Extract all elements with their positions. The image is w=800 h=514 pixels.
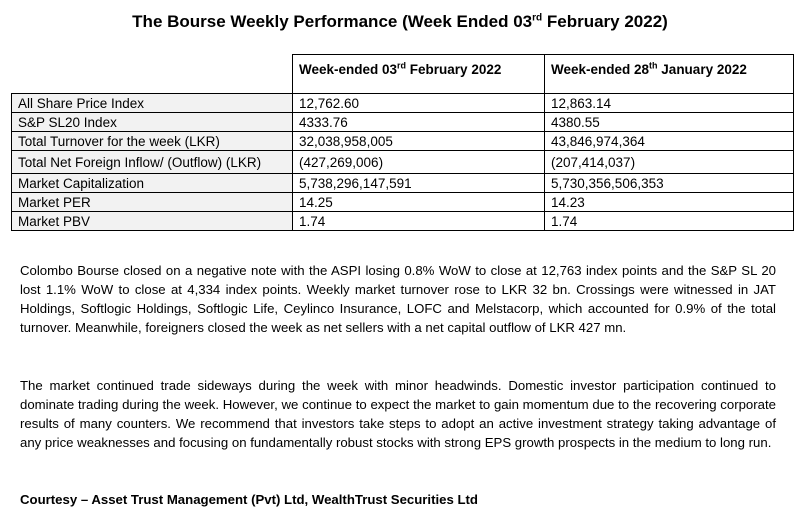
table-row xyxy=(12,132,794,151)
performance-table xyxy=(11,54,794,231)
header-text: Week-ended 28 xyxy=(551,62,650,77)
row-label: Market PER xyxy=(12,193,293,212)
title-text-end: February 2022) xyxy=(542,12,668,31)
row-previous-value: 4380.55 xyxy=(545,113,794,132)
row-previous-value: 12,863.14 xyxy=(545,94,794,113)
table-row xyxy=(12,113,794,132)
table-row xyxy=(12,174,794,193)
header-blank-cell xyxy=(12,55,293,94)
row-current-value: 14.25 xyxy=(293,193,545,212)
header-text-end: January 2022 xyxy=(657,62,747,77)
row-label: Total Net Foreign Inflow/ (Outflow) (LKR) xyxy=(12,151,293,174)
table-row xyxy=(12,193,794,212)
header-text-end: February 2022 xyxy=(406,62,502,77)
row-current-value: 1.74 xyxy=(293,212,545,231)
row-label: Market Capitalization xyxy=(12,174,293,193)
header-previous-week xyxy=(545,55,794,94)
row-label: Total Turnover for the week (LKR) xyxy=(12,132,293,151)
row-current-value: 4333.76 xyxy=(293,113,545,132)
row-label: Market PBV xyxy=(12,212,293,231)
header-text: Week-ended 03 xyxy=(299,62,398,77)
row-previous-value: 5,730,356,506,353 xyxy=(545,174,794,193)
title-superscript: rd xyxy=(532,12,543,24)
title-text: The Bourse Weekly Performance (Week Ended 03 xyxy=(132,12,533,31)
table-header-row xyxy=(12,55,794,94)
table-row xyxy=(12,151,794,174)
courtesy-note: Courtesy – Asset Trust Management (Pvt) Ltd, WealthTrust Securities Ltd xyxy=(20,492,478,507)
row-previous-value: 43,846,974,364 xyxy=(545,132,794,151)
row-current-value: 5,738,296,147,591 xyxy=(293,174,545,193)
row-current-value: (427,269,006) xyxy=(293,151,545,174)
row-previous-value: 14.23 xyxy=(545,193,794,212)
page-title xyxy=(0,12,800,32)
row-current-value: 12,762.60 xyxy=(293,94,545,113)
row-current-value: 32,038,958,005 xyxy=(293,132,545,151)
market-outlook-paragraph: The market continued trade sideways during the week with minor headwinds. Domestic investor participation continued to dominate trading during the week. However, we continue to expect the market to gain momentum due to the recovering corporate results of many counters. We recommend that investors take steps to adopt an active investment strategy taking advantage of any price weaknesses and focusing on fundamentally robust stocks with strong EPS growth prospects in the medium to long run. xyxy=(20,378,776,450)
market-summary-paragraph: Colombo Bourse closed on a negative note with the ASPI losing 0.8% WoW to close at 12,763 index points and the S&P SL 20 lost 1.1% WoW to close at 4,334 index points. Weekly market turnover rose to LKR 32 bn. Crossings were witnessed in JAT Holdings, Softlogic Holdings, Softlogic Life, Ceylinco Insurance, LOFC and Melstacorp, which accounted for 0.9% of the total turnover. Meanwhile, foreigners closed the week as net sellers with a net capital outflow of LKR 427 mn. xyxy=(20,263,776,335)
row-label: All Share Price Index xyxy=(12,94,293,113)
header-superscript: th xyxy=(649,60,658,71)
row-previous-value: 1.74 xyxy=(545,212,794,231)
header-current-week xyxy=(293,55,545,94)
row-label: S&P SL20 Index xyxy=(12,113,293,132)
table-row xyxy=(12,94,794,113)
header-superscript: rd xyxy=(397,60,407,71)
row-previous-value: (207,414,037) xyxy=(545,151,794,174)
table-row xyxy=(12,212,794,231)
